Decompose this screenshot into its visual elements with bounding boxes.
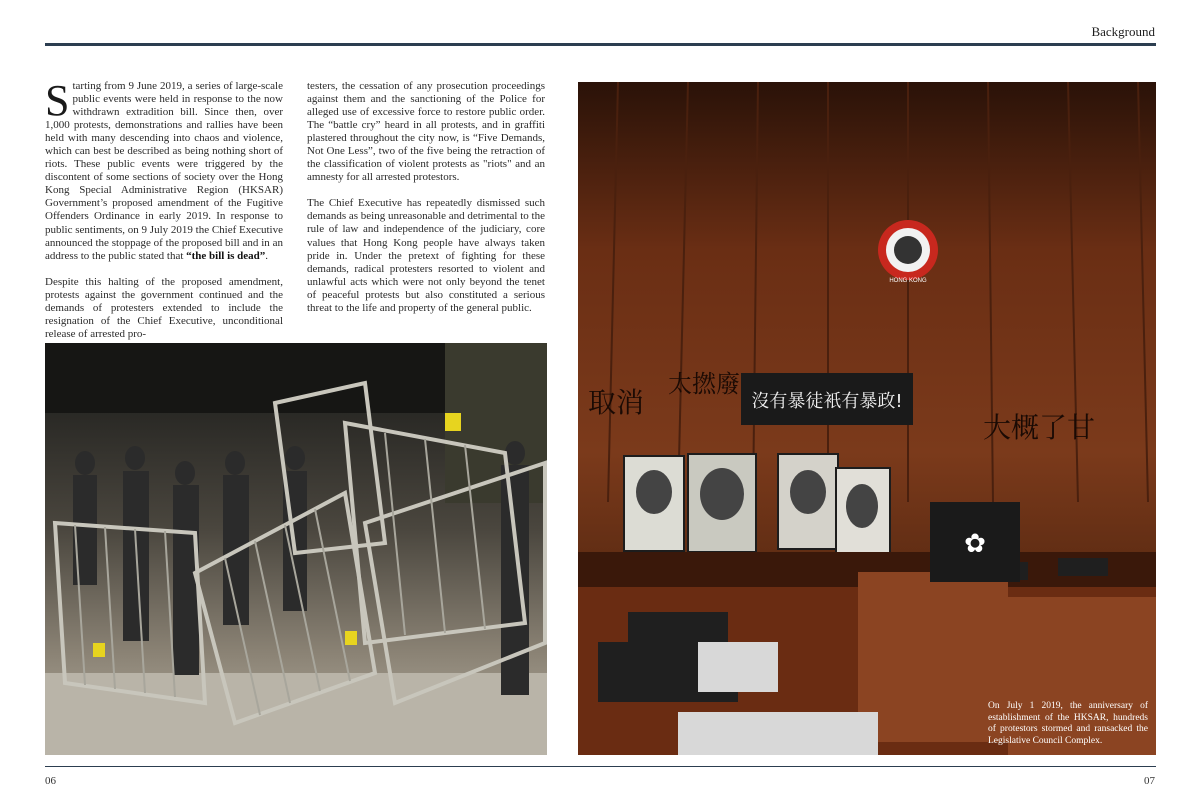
- graffiti-left: 取消: [588, 386, 645, 419]
- paragraph-2: Despite this halting of the proposed amendment, protests against the government continued and the demands of protesters extended to include the resignation of the Chief Executive, unconditional release of arrested pro-: [45, 275, 283, 340]
- paragraph-1: [45, 76, 283, 263]
- banner-text: 沒有暴徒衹有暴政!: [751, 391, 903, 412]
- text-column-2: [307, 80, 545, 328]
- paragraph-1-text: tarting from 9 June 2019, a series of large-scale public events were held in response to the now withdrawn extradition bill. Since then, over 1,000 protests, demonstrations and rallies have been held with many descending into chaos and violence, which can best be described as being nothing short of riots. These public events were triggered by the discontent of some sections of society over the Hong Kong Special Administrative Region (HKSAR) Government’s proposed amendment of the Fugitive Offenders Ordinance in early 2019. In response to public sentiments, on 9 July 2019 the Chief Executive announced the stoppage of the proposed bill and in an address to the public stated that: [45, 80, 283, 262]
- svg-text:✿: ✿: [964, 529, 986, 559]
- header-rule: [45, 43, 1156, 46]
- paragraph-3: The Chief Executive has repeatedly dismissed such demands as being unreasonable and detrimental to the rule of law and independence of the judiciary, core values that Hong Kong people have always taken pride in. Under the pretext of fighting for these demands, radical protesters resorted to violent and unlawful acts which were not only beyond the tenet of peaceful protests but also constituted a serious threat to the life and property of the general public.: [307, 197, 545, 314]
- emblem-label: HONG KONG: [889, 278, 927, 284]
- photo-caption: On July 1 2019, the anniversary of establishment of the HKSAR, hundreds of protestors stormed and ransacked the Legislative Council Complex.: [988, 701, 1148, 746]
- legco-chamber-photo: [578, 82, 1156, 755]
- barricade-photo: [45, 343, 547, 755]
- paragraph-1-end: .: [265, 249, 269, 262]
- graffiti-right: 大概了甘: [983, 411, 1096, 444]
- chamber-illustration: [578, 82, 1156, 755]
- drop-cap: S: [45, 76, 70, 125]
- page-number-left: 06: [45, 775, 56, 787]
- quote-bold: “the bill is dead”: [186, 249, 266, 262]
- paragraph-2-cont: testers, the cessation of any prosecution proceedings against them and the sanctioning of the Police for alleged use of excessive force to restore public order. The “battle cry” heard in all protests, and in graffiti plastered throughout the city now, is “Five Demands, Not One Less”, two of the five being the retraction of the classification of violent protests as "riots" and an amnesty for all arrested protestors.: [307, 80, 545, 184]
- barricade-illustration: [45, 343, 547, 755]
- text-column-1: [45, 76, 283, 354]
- page-number-right: 07: [1144, 775, 1155, 787]
- footer-rule: [45, 766, 1156, 767]
- graffiti-center: 太撚廢: [668, 370, 740, 398]
- section-label: Background: [1091, 24, 1155, 39]
